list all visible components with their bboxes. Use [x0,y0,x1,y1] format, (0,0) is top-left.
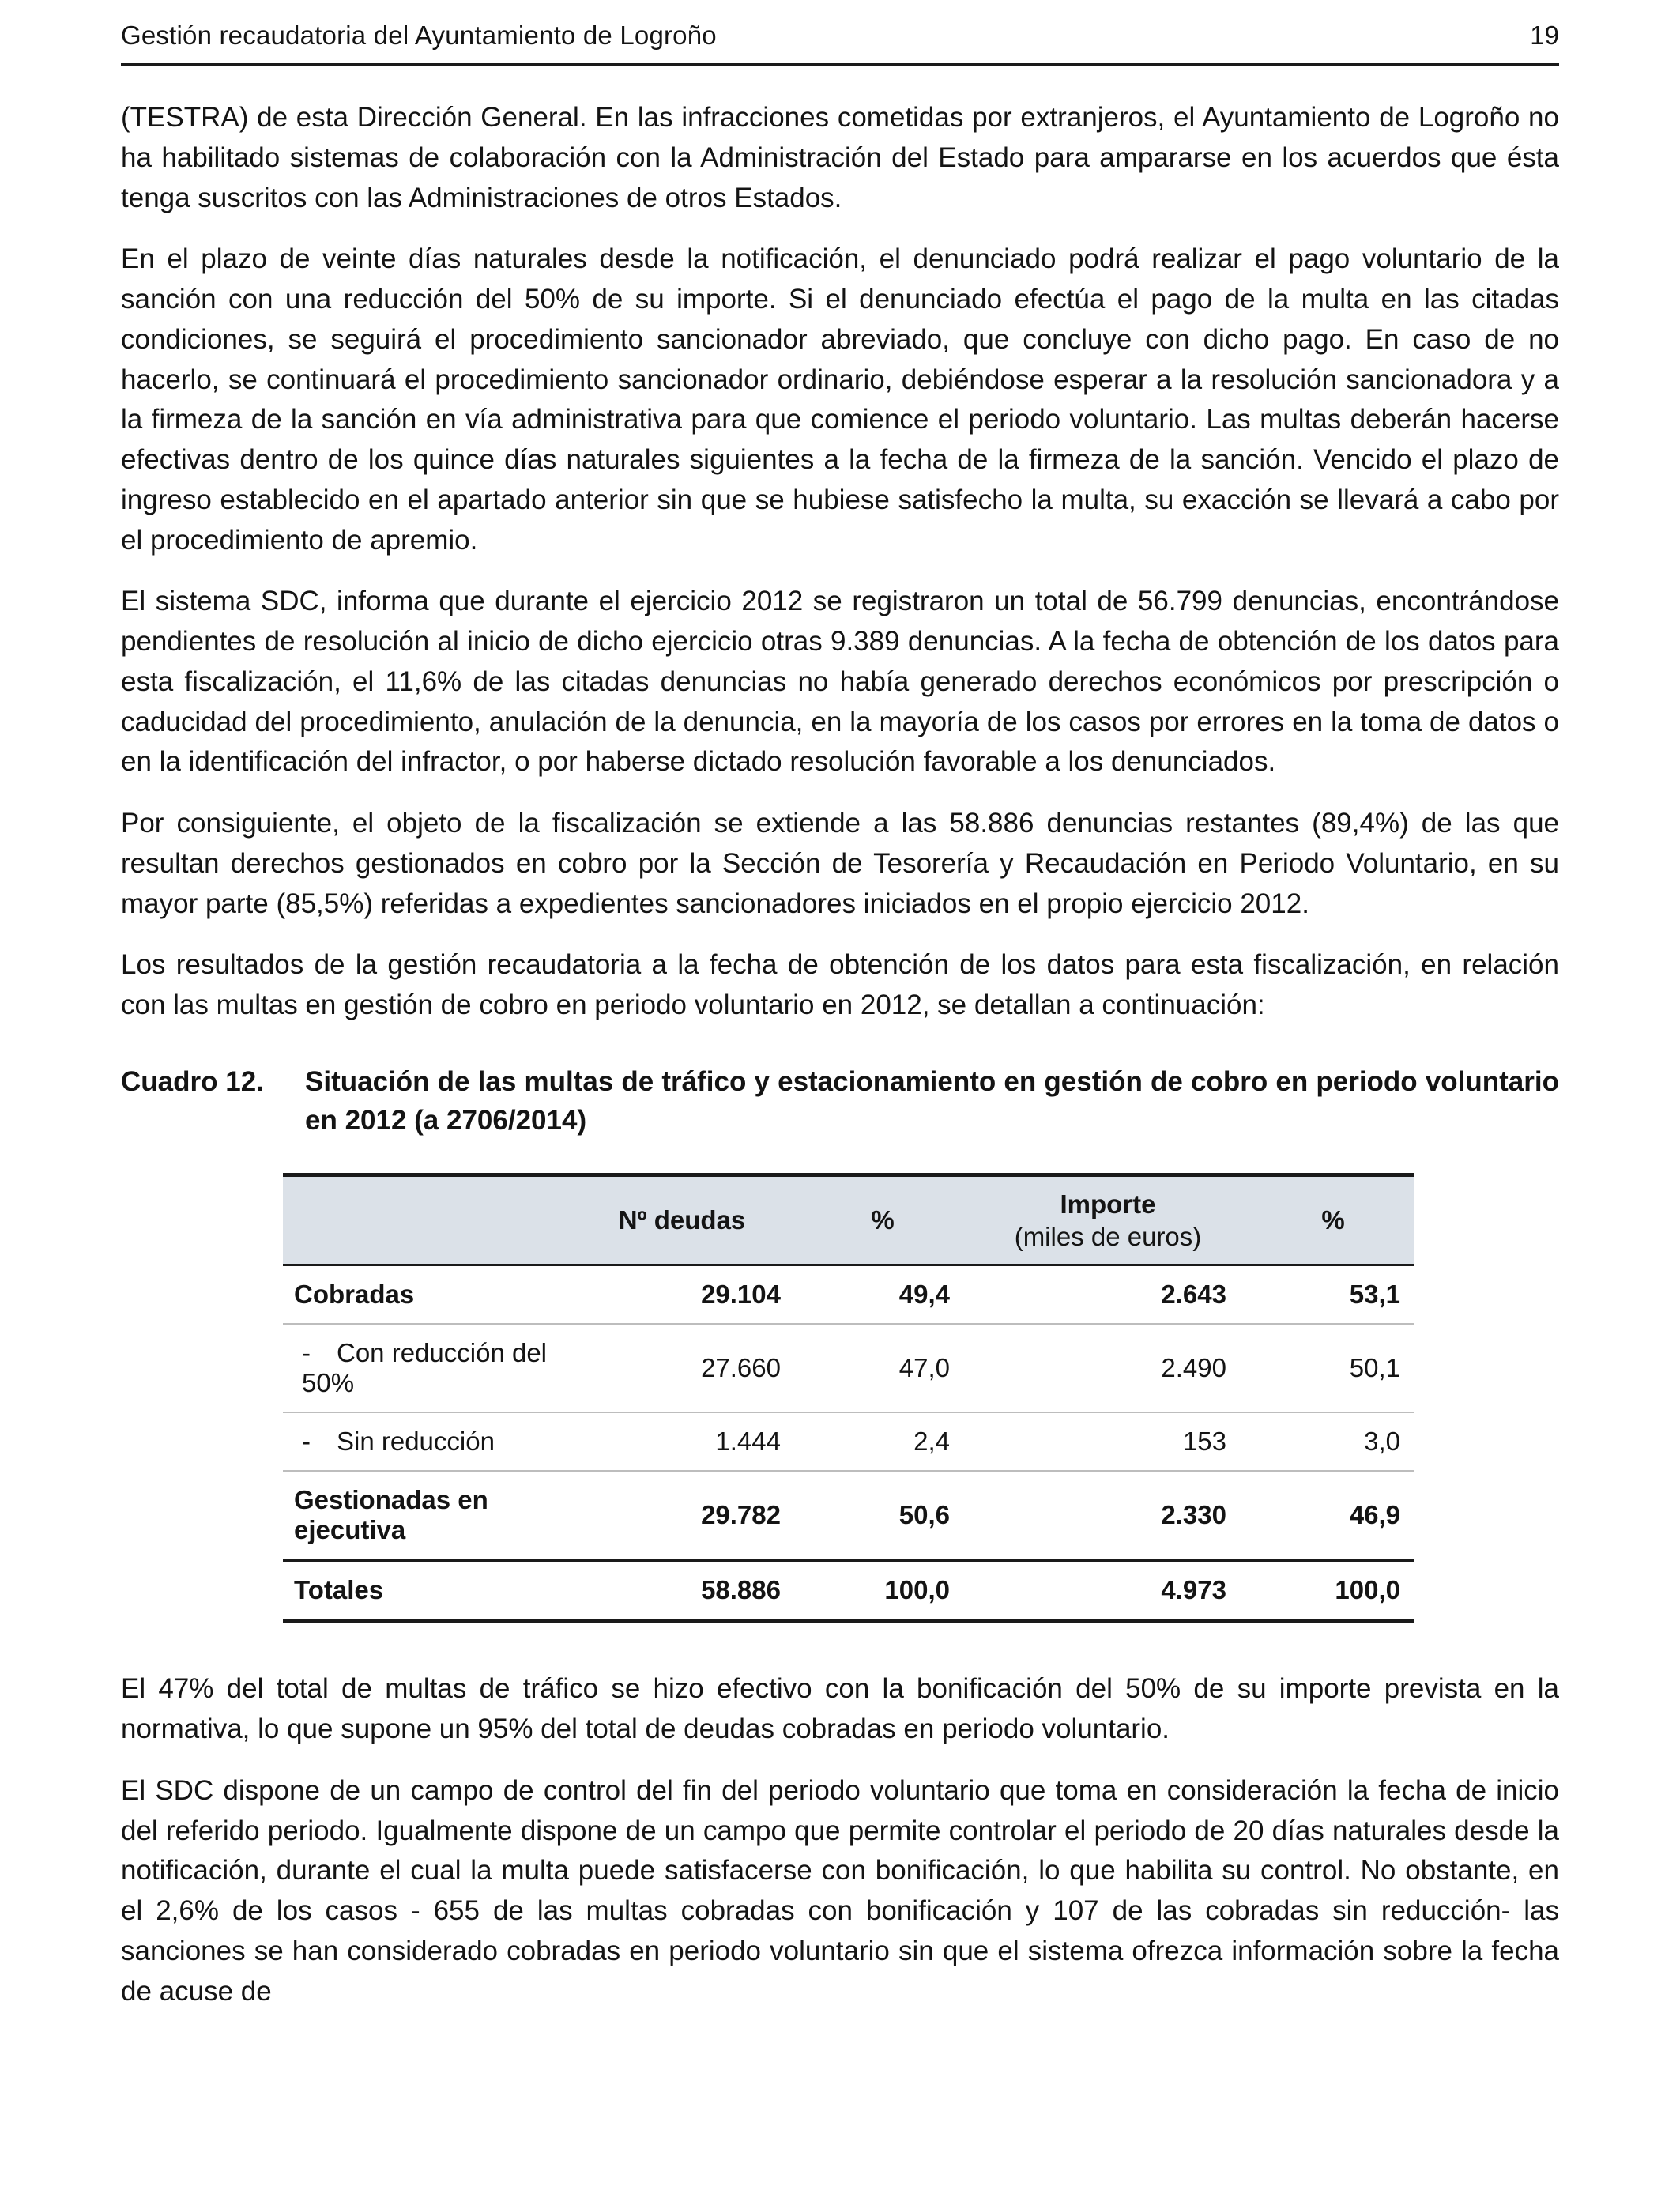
cell-deudas: 58.886 [577,1560,809,1621]
table-caption-label: Cuadro 12. [121,1065,264,1097]
cell-importe: 2.643 [983,1265,1260,1325]
cell-pct2: 50,1 [1260,1324,1414,1412]
header-title: Gestión recaudatoria del Ayuntamiento de Logroño [121,21,717,50]
table-header-pct2: % [1260,1174,1414,1265]
table-header-row [283,1174,1414,1265]
table-header-deudas: Nº deudas [577,1174,809,1265]
table-row [283,1324,1414,1412]
cell-importe: 4.973 [983,1560,1260,1621]
table-row-total [283,1560,1414,1621]
table-caption [121,1062,1559,1140]
cell-deudas: 27.660 [577,1324,809,1412]
body-paragraph: El sistema SDC, informa que durante el ejercicio 2012 se registraron un total de 56.799 denuncias, encontrándose pendientes de resolución al inicio de dicho ejercicio otras 9.389 denuncias. A la fecha de obtención de los datos para esta fiscalización, el 11,6% de las citadas denuncias no había generado derechos económicos por prescripción o caducidad del procedimiento, anulación de la denuncia, en la mayoría de los casos por errores en la toma de datos o en la identificación del infractor, o por haberse dictado resolución favorable a los denunciados. [121,586,1559,778]
table-row [283,1265,1414,1325]
row-label: Gestionadas en ejecutiva [294,1485,488,1545]
row-label-cell [283,1265,577,1325]
cell-pct2: 100,0 [1260,1560,1414,1621]
body-paragraph: En el plazo de veinte días naturales desde la notificación, el denunciado podrá realizar el pago voluntario de la sanción con una reducción del 50% de su importe. Si el denunciado efectúa el pago de la multa en las citadas condiciones, se seguirá el procedimiento sancionador abreviado, que concluye con dicho pago. En caso de no hacerlo, se continuará el procedimiento sancionador ordinario, debiéndose esperar a la resolución sancionadora y a la firmeza de la sanción en vía administrativa para que comience el periodo voluntario. Las multas deberán hacerse efectivas dentro de los quince días naturales siguientes a la fecha de la firmeza de la sanción. Vencido el plazo de ingreso establecido en el apartado anterior sin que se hubiese satisfecho la multa, su exacción se llevará a cabo por el procedimiento de apremio. [121,243,1559,556]
body-paragraph: (TESTRA) de esta Dirección General. En las infracciones cometidas por extranjeros, el Ayuntamiento de Logroño no ha habilitado sistemas de colaboración con la Administración del Estado para ampararse en los acuerdos que ésta tenga suscritos con las Administraciones de otros Estados. [121,102,1559,213]
header-page-number: 19 [1530,21,1559,50]
row-label-cell [283,1560,577,1621]
cell-deudas: 1.444 [577,1412,809,1471]
row-label: Totales [294,1575,384,1605]
row-label-cell [283,1471,577,1560]
cell-pct1: 2,4 [809,1412,983,1471]
table-header-importe-line1: Importe [1060,1189,1156,1219]
cell-pct2: 53,1 [1260,1265,1414,1325]
table-header-empty [283,1174,577,1265]
row-label-cell [283,1412,577,1471]
cell-deudas: 29.104 [577,1265,809,1325]
cell-pct1: 49,4 [809,1265,983,1325]
table-header-importe [983,1174,1260,1265]
table-header-pct1: % [809,1174,983,1265]
cell-importe: 2.490 [983,1324,1260,1412]
row-dash: - [302,1338,311,1368]
table-header-importe-line2: (miles de euros) [1014,1222,1202,1251]
cell-importe: 153 [983,1412,1260,1471]
table-caption-text: Situación de las multas de tráfico y estacionamiento en gestión de cobro en periodo voluntario en 2012 (a 2706/2014) [305,1065,1559,1136]
document-body [121,98,1559,2011]
row-label: Cobradas [294,1280,415,1310]
row-label: Con reducción del 50% [302,1338,547,1398]
cell-deudas: 29.782 [577,1471,809,1560]
cell-pct1: 100,0 [809,1560,983,1621]
cell-pct1: 47,0 [809,1324,983,1412]
row-label: Sin reducción [337,1427,495,1457]
body-paragraph: Los resultados de la gestión recaudatoria a la fecha de obtención de los datos para esta fiscalización, en relación con las multas en gestión de cobro en periodo voluntario en 2012, se detallan a continuación: [121,949,1559,1020]
cell-pct2: 3,0 [1260,1412,1414,1471]
table-row [283,1412,1414,1471]
cell-pct1: 50,6 [809,1471,983,1560]
table-cuadro-12 [283,1173,1414,1624]
body-paragraph: El SDC dispone de un campo de control del fin del periodo voluntario que toma en consideración la fecha de inicio del referido periodo. Igualmente dispone de un campo que permite controlar el periodo de 20 días naturales desde la notificación, durante el cual la multa puede satisfacerse con bonificación, lo que habilita su control. No obstante, en el 2,6% de los casos - 655 de las multas cobradas con bonificación y 107 de las cobradas sin reducción- las sanciones se han considerado cobradas en periodo voluntario sin que el sistema ofrezca información sobre la fecha de acuse de [121,1774,1559,2007]
body-paragraph: Por consiguiente, el objeto de la fiscalización se extiende a las 58.886 denuncias restantes (89,4%) de las que resultan derechos gestionados en cobro por la Sección de Tesorería y Recaudación en Periodo Voluntario, en su mayor parte (85,5%) referidas a expedientes sancionadores iniciados en el propio ejercicio 2012. [121,808,1559,919]
row-dash: - [302,1427,311,1457]
row-label-cell [283,1324,577,1412]
page-header [121,21,1559,66]
table-row [283,1471,1414,1560]
cell-importe: 2.330 [983,1471,1260,1560]
cell-pct2: 46,9 [1260,1471,1414,1560]
body-paragraph: El 47% del total de multas de tráfico se hizo efectivo con la bonificación del 50% de su importe prevista en la normativa, lo que supone un 95% del total de deudas cobradas en periodo voluntario. [121,1673,1559,1744]
